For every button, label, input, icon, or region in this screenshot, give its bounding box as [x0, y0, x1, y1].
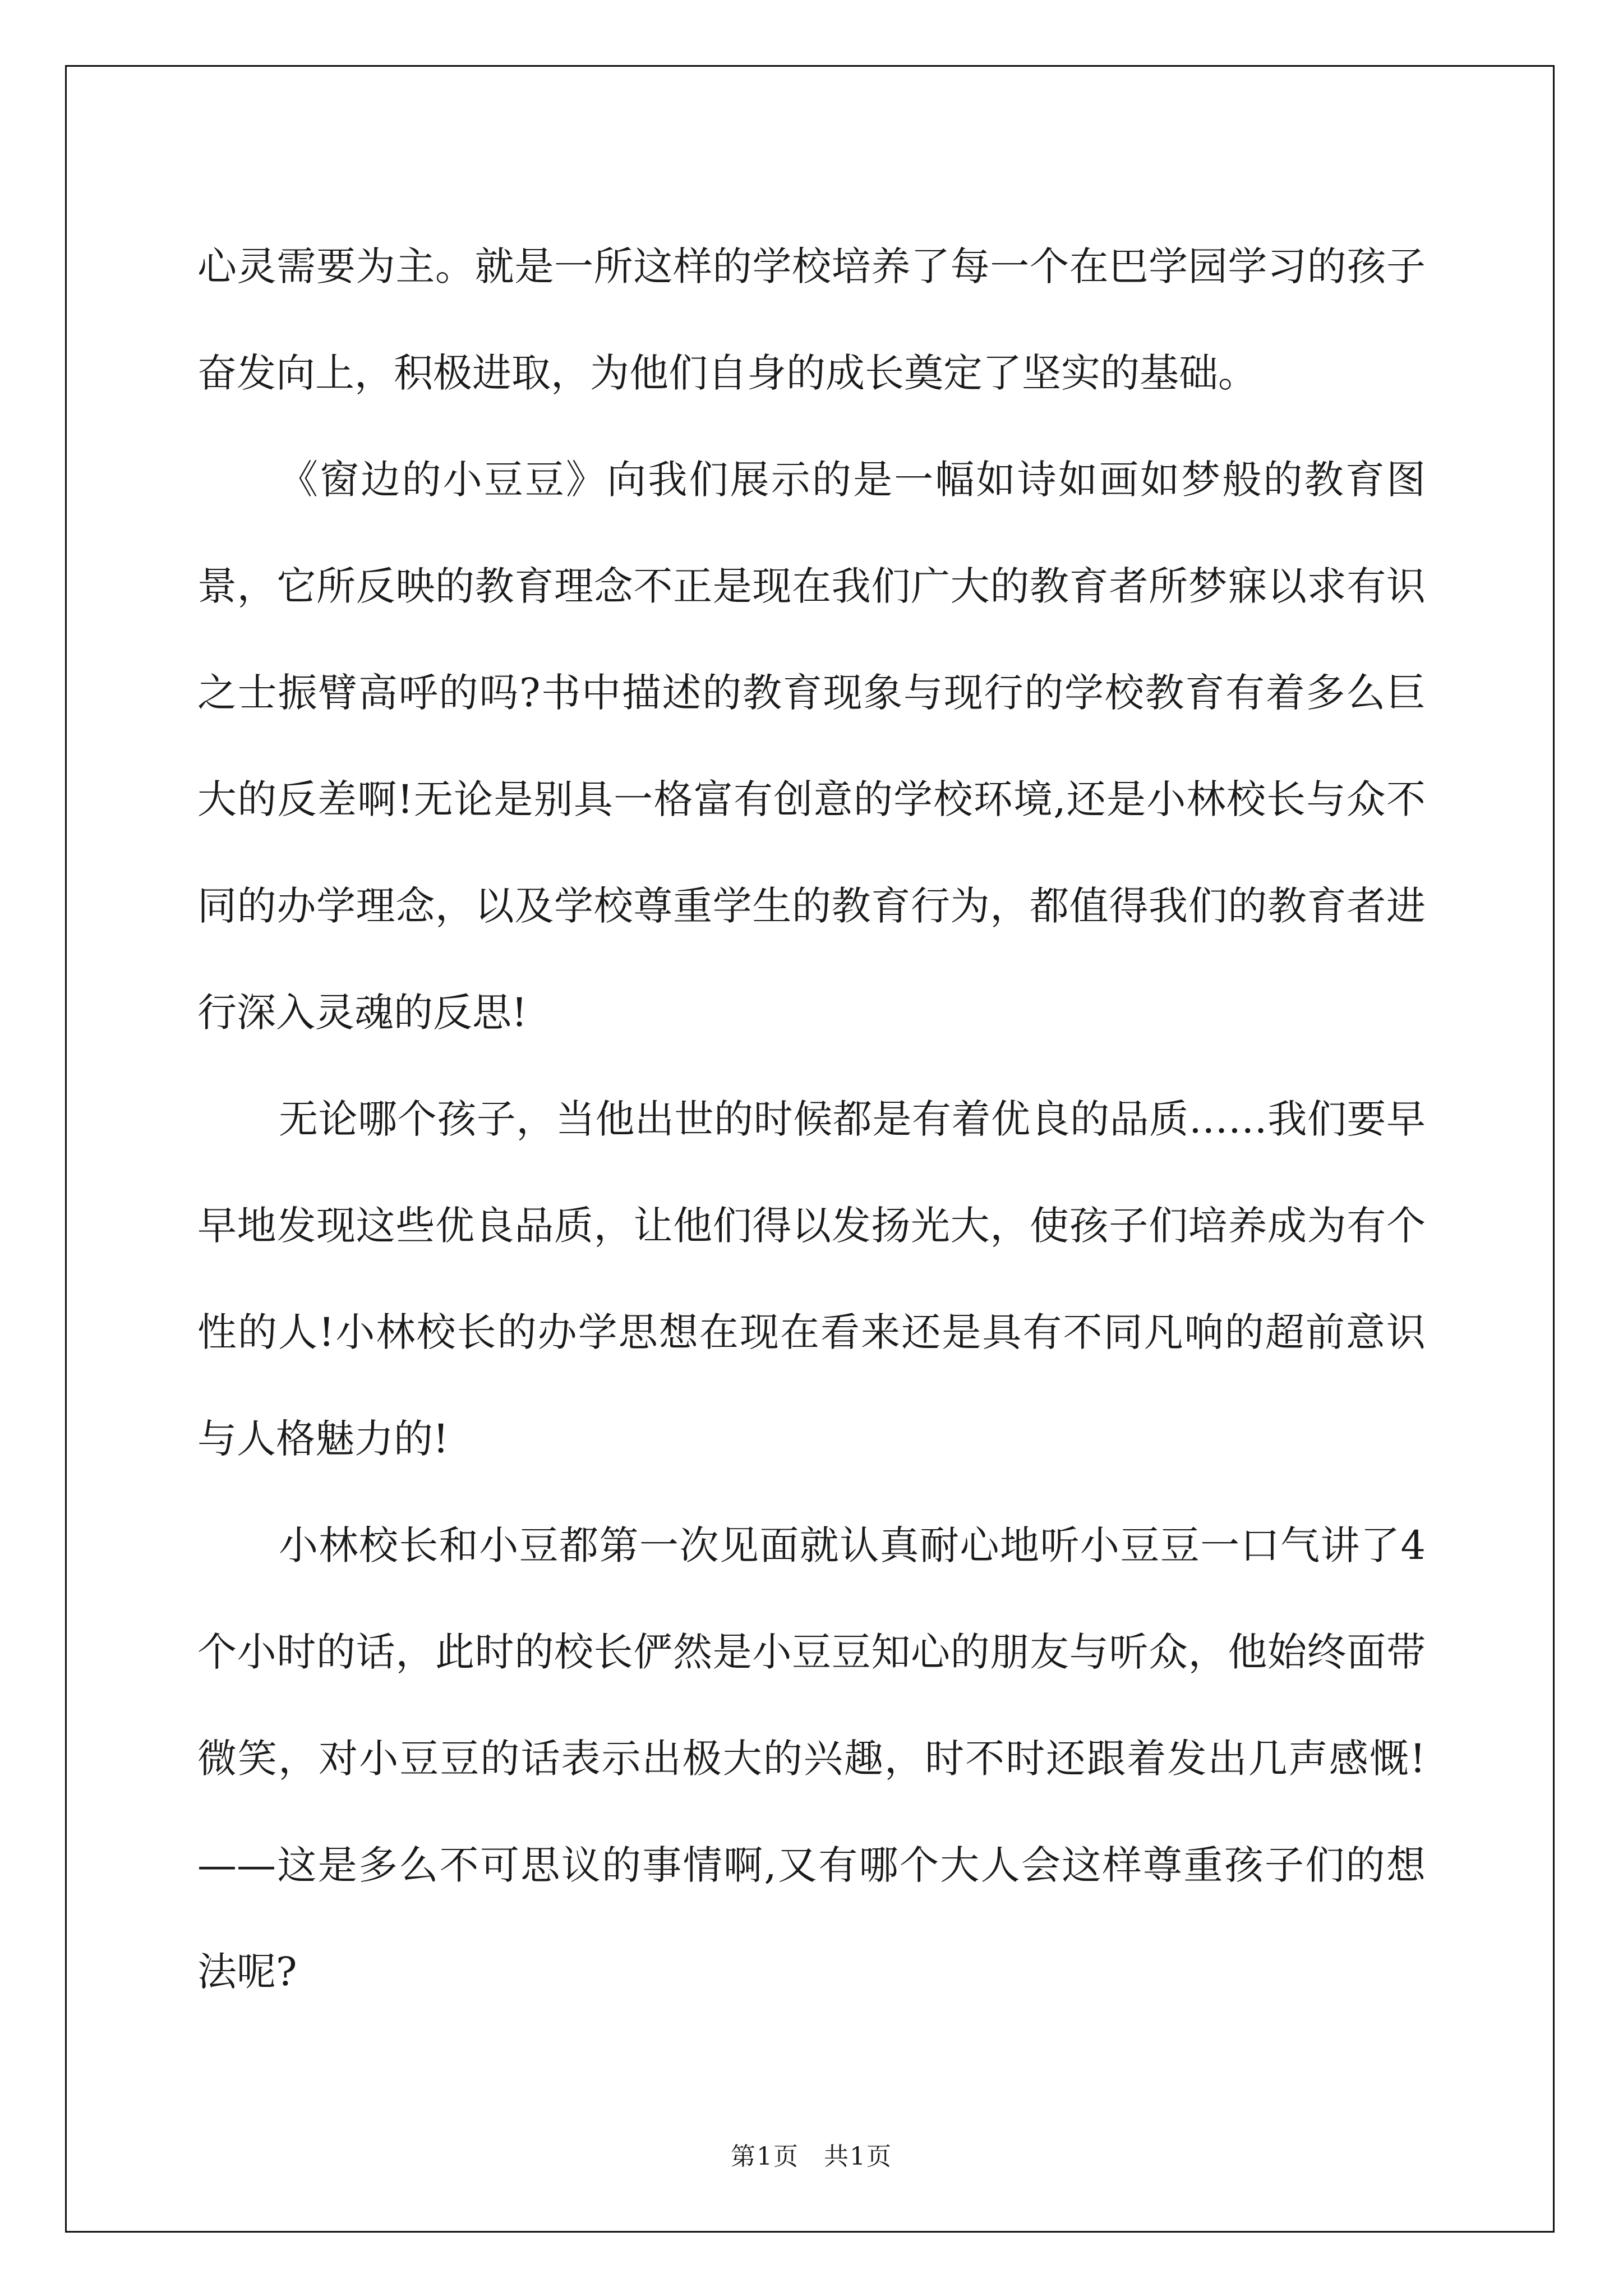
document-body	[197, 213, 1426, 2025]
paragraph-3: 无论哪个孩子，当他出世的时候都是有着优良的品质……我们要早早地发现这些优良品质，让他们得以发扬光大，使孩子们培养成为有个性的人!小林校长的办学思想在现在看来还是具有不同凡响的超前意识与人格魅力的!	[197, 1096, 1426, 1462]
page-number-current: 第1页	[731, 2142, 799, 2171]
paragraph-2: 《窗边的小豆豆》向我们展示的是一幅如诗如画如梦般的教育图景，它所反映的教育理念不正是现在我们广大的教育者所梦寐以求有识之士振臂高呼的吗?书中描述的教育现象与现行的学校教育有着多么巨大的反差啊!无论是别具一格富有创意的学校环境,还是小林校长与众不同的办学理念，以及学校尊重学生的教育行为，都值得我们的教育者进行深入灵魂的反思!	[197, 457, 1426, 1036]
page-number-total: 共1页	[824, 2142, 892, 2171]
paragraph-1: 心灵需要为主。就是一所这样的学校培养了每一个在巴学园学习的孩子奋发向上，积极进取，为他们自身的成长奠定了坚实的基础。	[197, 243, 1426, 396]
paragraph-4: 小林校长和小豆都第一次见面就认真耐心地听小豆豆一口气讲了4个小时的话，此时的校长俨然是小豆豆知心的朋友与听众，他始终面带微笑，对小豆豆的话表示出极大的兴趣，时不时还跟着发出几声感慨!——这是多么不可思议的事情啊,又有哪个大人会这样尊重孩子们的想法呢?	[197, 1522, 1426, 1995]
page-footer	[0, 2136, 1623, 2172]
